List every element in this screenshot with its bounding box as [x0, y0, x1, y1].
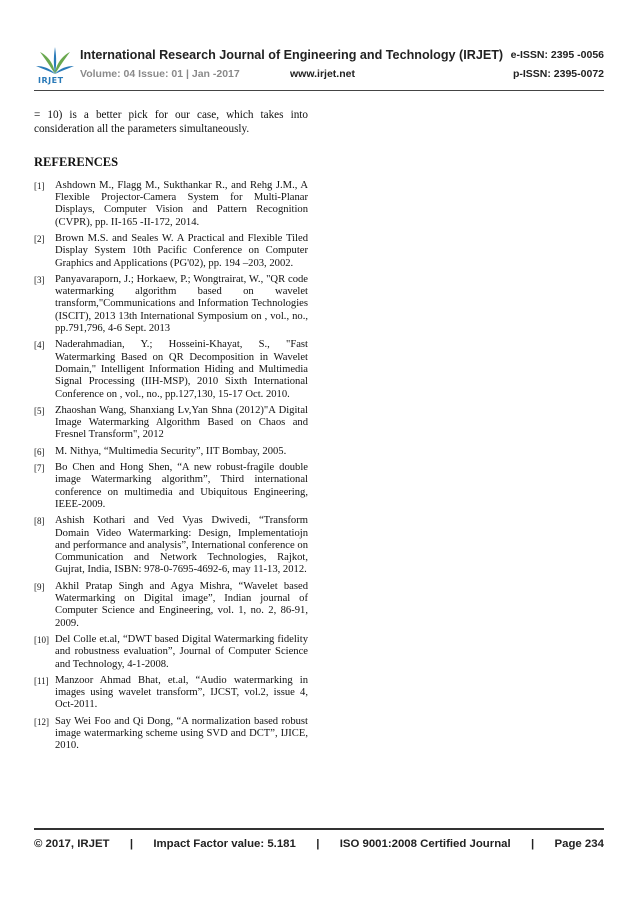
footer-copyright: © 2017, IRJET	[34, 838, 110, 850]
reference-item	[34, 581, 308, 630]
reference-number: [6]	[34, 446, 45, 457]
footer-separator: |	[129, 838, 134, 850]
irjet-logo	[34, 46, 76, 86]
page-footer	[34, 838, 604, 850]
reference-text: Ashdown M., Flagg M., Sukthankar R., and Rehg J.M., A Flexible Projector-Camera System for Multi-Planar Displays, Computer Vision and Pattern Recognition (CVPR), pp. II-165 -II-172, 2014.	[55, 179, 308, 228]
footer-separator: |	[531, 838, 535, 850]
references-heading: REFERENCES	[34, 154, 119, 169]
reference-number: [3]	[34, 274, 45, 285]
reference-text: Zhaoshan Wang, Shanxiang Lv,Yan Shna (2012)"A Digital Image Watermarking Algorithm Based on Chaos and Fresnel Transform", 2012	[55, 404, 308, 441]
reference-item	[34, 716, 308, 753]
reference-text: Akhil Pratap Singh and Agya Mishra, “Wavelet based Watermarking on Digital image”, Indian journal of Computer Science and Engineering, vol. 1, no. 2, 86-91, 2009.	[55, 580, 308, 629]
reference-item	[34, 180, 308, 229]
reference-text: M. Nithya, “Multimedia Security”, IIT Bombay, 2005.	[55, 445, 287, 457]
reference-text: Ashish Kothari and Ved Vyas Dwivedi, “Transform Domain Video Watermarking: Design, Implementatiojn and performance and analysis”, International conference on Communication and Network Technologies, Rajkot, Gujrat, India, ISBN: 978-0-7695-4692-6, may 11-13, 2012.	[55, 515, 308, 576]
footer-separator: |	[316, 838, 320, 850]
reference-number: [12]	[34, 716, 49, 727]
reference-number: [5]	[34, 405, 45, 416]
reference-number: [7]	[34, 463, 45, 474]
reference-item	[34, 634, 308, 671]
reference-text: Del Colle et.al, “DWT based Digital Watermarking fidelity and robustness evaluation”, Journal of Computer Science and Technology, 4-1-2008.	[55, 633, 308, 670]
reference-text: Panyavaraporn, J.; Horkaew, P.; Wongtrairat, W., "QR code watermarking algorithm based on wavelet transform,"Communications and Information Technologies (ISCIT), 2013 13th International Symposium on , vol., no., pp.791,796, 4-6 Sept. 2013	[55, 273, 308, 335]
intro-paragraph: = 10) is a better pick for our case, which takes into consideration all the parameters simultaneously.	[34, 109, 308, 136]
journal-title: International Research Journal of Engineering and Technology (IRJET)	[80, 48, 504, 62]
reference-text: Bo Chen and Hong Shen, “A new robust-fragile double image Watermarking algorithm”, Third international conference on multimedia and Ubiquitous Engineering, IEEE-2009.	[55, 462, 308, 510]
reference-item	[34, 446, 308, 458]
header-divider	[34, 90, 604, 91]
reference-number: [1]	[34, 180, 45, 191]
reference-number: [4]	[34, 340, 45, 351]
page-header	[34, 42, 604, 88]
reference-text: Naderahmadian, Y.; Hosseini-Khayat, S., "Fast Watermarking Based on QR Decomposition in Wavelet Domain," Intelligent Information Hiding and Multimedia Signal Processing (IIH-MSP), 2010 Sixth International Conference on , vol., no., pp.127,130, 15-17 Oct. 2010.	[55, 339, 308, 400]
reference-item	[34, 339, 308, 400]
references-list	[34, 180, 308, 753]
reference-number: [2]	[34, 234, 45, 244]
reference-text: Brown M.S. and Seales W. A Practical and Flexible Tiled Display System 10th Pacific Conference on Computer Graphics and Applications (PG'02), pp. 194 –203, 2002.	[55, 233, 308, 269]
reference-item	[34, 462, 308, 511]
footer-divider	[34, 828, 604, 830]
leaf-logo-icon	[34, 46, 76, 76]
e-issn: e-ISSN: 2395 -0056	[510, 49, 604, 61]
reference-number: [11]	[34, 675, 49, 686]
reference-item	[34, 675, 308, 712]
reference-number: [9]	[34, 581, 45, 592]
issue-info: Volume: 04 Issue: 01 | Jan -2017	[80, 68, 240, 80]
p-issn: p-ISSN: 2395-0072	[512, 68, 604, 80]
reference-text: Manzoor Ahmad Bhat, et.al, “Audio watermarking in images using wavelet transform”, IJCST, vol.2, issue 4, Oct-2011.	[55, 674, 308, 711]
reference-item	[34, 405, 308, 442]
journal-website: www.irjet.net	[290, 68, 355, 80]
footer-iso: ISO 9001:2008 Certified Journal	[339, 838, 511, 850]
footer-impact-factor: Impact Factor value: 5.181	[153, 838, 296, 850]
reference-text: Say Wei Foo and Qi Dong, “A normalization based robust image watermarking scheme using SVD and DCT”, IJICE, 2010.	[55, 715, 308, 752]
reference-item	[34, 515, 308, 576]
page-content	[34, 108, 308, 757]
reference-number: [10]	[34, 634, 49, 645]
reference-item	[34, 233, 308, 270]
logo-text: IRJET	[38, 76, 64, 85]
reference-number: [8]	[34, 516, 45, 527]
footer-page-number: Page 234	[554, 838, 604, 850]
reference-item	[34, 274, 308, 335]
